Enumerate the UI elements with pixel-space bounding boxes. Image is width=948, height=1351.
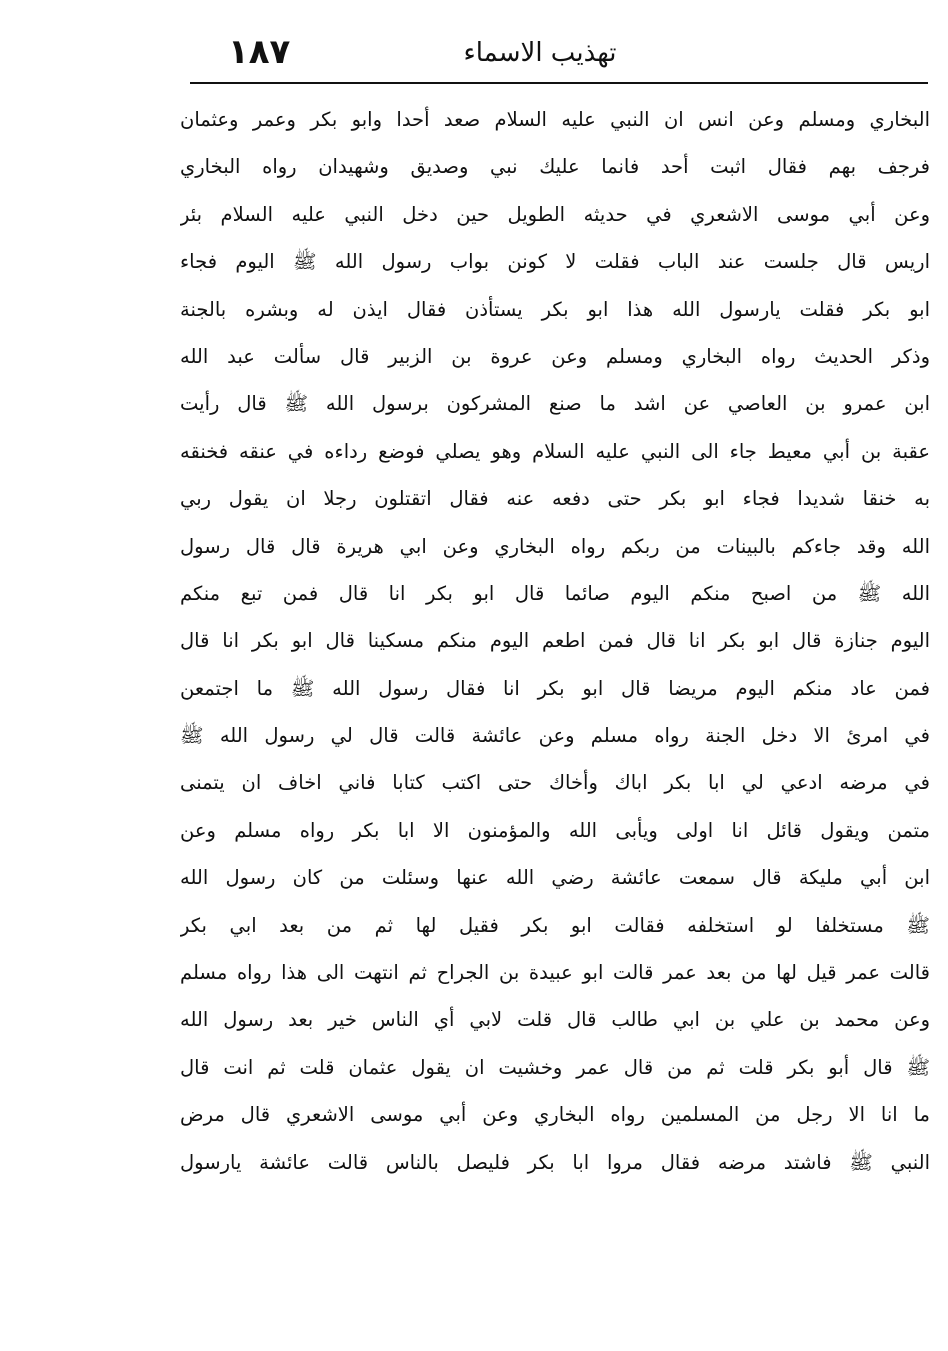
text-line: قالت عمر قيل لها من بعد عمر قالت ابو عبيدة بن الجراح ثم انتهت الى هذا رواه مسلم bbox=[180, 961, 930, 985]
text-line: وعن محمد بن علي بن ابي طالب قال قلت لابي أي الناس خير بعد رسول الله bbox=[180, 1008, 930, 1032]
text-line: ﷺ مستخلفا لو استخلفه فقالت ابو بكر فقيل لها ثم من بعد ابي بكر bbox=[180, 913, 930, 937]
page-number: ١٨٧ bbox=[228, 32, 291, 72]
text-line: في مرضه ادعي لي ابا بكر اباك وأخاك حتى اكتب كتابا فاني اخاف ان يتمنى bbox=[180, 771, 930, 795]
text-line: ابن أبي مليكة قال سمعت عائشة رضي الله عنها وسئلت من كان رسول الله bbox=[180, 866, 930, 890]
page-header bbox=[190, 28, 928, 80]
text-line: عقبة بن أبي معيط جاء الى النبي عليه السلام وهو يصلي فوضع رداءه في عنقه فخنقه bbox=[180, 439, 930, 463]
text-line: اريس قال جلست عند الباب فقلت لا كونن بواب رسول الله ﷺ اليوم فجاء bbox=[180, 250, 930, 274]
text-line: اليوم جنازة قال ابو بكر انا قال فمن اطعم اليوم منكم مسكينا قال ابو بكر انا قال bbox=[180, 629, 930, 653]
body-text bbox=[180, 96, 930, 1186]
text-line: به خنقا شديدا فجاء ابو بكر حتى دفعه عنه فقال اتقتلون رجلا ان يقول ربي bbox=[180, 487, 930, 511]
text-line: الله وقد جاءكم بالبينات من ربكم رواه البخاري وعن ابي هريرة قال قال رسول bbox=[180, 534, 930, 558]
text-line: فمن عاد منكم اليوم مريضا قال ابو بكر انا فقال رسول الله ﷺ ما اجتمعن bbox=[180, 676, 930, 700]
header-divider bbox=[190, 82, 928, 84]
text-line: ابن عمرو بن العاصي عن اشد ما صنع المشركون برسول الله ﷺ قال رأيت bbox=[180, 392, 930, 416]
text-line: وعن أبي موسى الاشعري في حديثه الطويل حين دخل النبي عليه السلام بئر bbox=[180, 202, 930, 226]
running-title: تهذيب الاسماء bbox=[463, 38, 617, 68]
text-line: النبي ﷺ فاشتد مرضه فقال مروا ابا بكر فليصل بالناس قالت عائشة يارسول bbox=[180, 1150, 930, 1174]
text-line: فرجف بهم فقال اثبت أحد فانما عليك نبي وصديق وشهيدان رواه البخاري bbox=[180, 155, 930, 179]
text-line: ﷺ قال أبو بكر قلت ثم من قال عمر وخشيت ان يقول عثمان قلت ثم انت قال bbox=[180, 1055, 930, 1079]
text-line: متمن ويقول قائل انا اولى ويأبى الله والمؤمنون الا ابا بكر رواه مسلم وعن bbox=[180, 818, 930, 842]
text-line: وذكر الحديث رواه البخاري ومسلم وعن عروة بن الزبير قال سألت عبد الله bbox=[180, 344, 930, 368]
text-line: ما انا الا رجل من المسلمين رواه البخاري وعن أبي موسى الاشعري قال مرض bbox=[180, 1103, 930, 1127]
text-line: الله ﷺ من اصبح منكم اليوم صائما قال ابو بكر انا قال فمن تبع منكم bbox=[180, 581, 930, 605]
text-line: ابو بكر فقلت يارسول الله هذا ابو بكر يستأذن فقال ايذن له وبشره بالجنة bbox=[180, 297, 930, 321]
text-line: في امرئ الا دخل الجنة رواه مسلم وعن عائشة قالت قال لي رسول الله ﷺ bbox=[180, 724, 930, 748]
text-line: البخاري ومسلم وعن انس ان النبي عليه السلام صعد أحدا وابو بكر وعمر وعثمان bbox=[180, 108, 930, 131]
